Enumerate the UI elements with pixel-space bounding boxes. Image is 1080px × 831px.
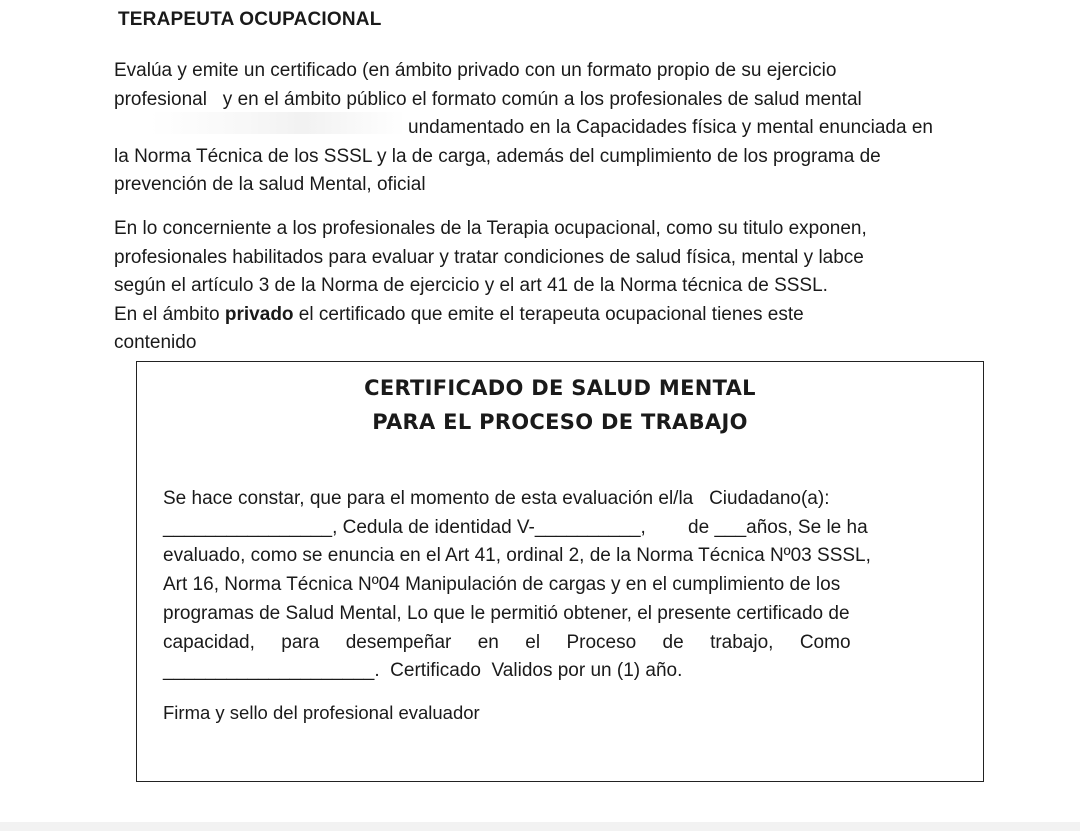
paragraph-line: contenido <box>114 332 197 353</box>
signature-line: Firma y sello del profesional evaluador <box>163 702 480 723</box>
paragraph-line-private <box>114 301 1000 330</box>
paragraph-professionals <box>114 215 1000 358</box>
certificate-title: CERTIFICADO DE SALUD MENTAL <box>364 376 756 400</box>
certificate-line: evaluado, como se enuncia en el Art 41, ordinal 2, de la Norma Técnica Nº03 SSSL, <box>163 545 871 567</box>
paragraph-line: según el artículo 3 de la Norma de ejercicio y el art 41 de la Norma técnica de SSSL. <box>114 275 828 296</box>
text-fragment: el certificado que emite el terapeuta ocupacional tienes este <box>293 303 804 325</box>
certificate-line: Se hace constar, que para el momento de esta evaluación el/la Ciudadano(a): <box>163 488 830 509</box>
certificate-line: ____________________. Certificado Validos por un (1) año. <box>163 660 683 682</box>
redacted-region <box>150 112 405 134</box>
section-heading: TERAPEUTA OCUPACIONAL <box>118 9 382 30</box>
paragraph-line: la Norma Técnica de los SSSL y la de carga, además del cumplimiento de los programa de <box>114 145 881 167</box>
certificate-subtitle: PARA EL PROCESO DE TRABAJO <box>372 410 748 434</box>
certificate-body <box>163 485 963 686</box>
paragraph-line: En lo concerniente a los profesionales de la Terapia ocupacional, como su titulo exponen, <box>114 218 867 239</box>
paragraph-line: profesionales habilitados para evaluar y tratar condiciones de salud física, mental y labce <box>114 246 864 268</box>
paragraph-line: undamentado en la Capacidades física y mental enunciada en <box>408 117 933 138</box>
certificate-line: ________________, Cedula de identidad V-__________, de ___años, Se le ha <box>163 516 868 538</box>
paragraph-line: profesional y en el ámbito público el formato común a los profesionales de salud mental <box>114 88 862 110</box>
certificate-line: Art 16, Norma Técnica Nº04 Manipulación de cargas y en el cumplimiento de los <box>163 574 841 596</box>
bold-word-private: privado <box>224 303 294 325</box>
text-fragment: En el ámbito <box>114 303 225 325</box>
paragraph-line: prevención de la salud Mental, oficial <box>114 174 426 195</box>
page-bottom-edge <box>0 822 1080 831</box>
certificate-box <box>136 361 984 782</box>
certificate-line: programas de Salud Mental, Lo que le permitió obtener, el presente certificado de <box>163 602 850 624</box>
paragraph-line: Evalúa y emite un certificado (en ámbito privado con un formato propio de su ejercicio <box>114 60 837 81</box>
certificate-line: capacidad, para desempeñar en el Proceso de trabajo, Como <box>163 631 851 653</box>
